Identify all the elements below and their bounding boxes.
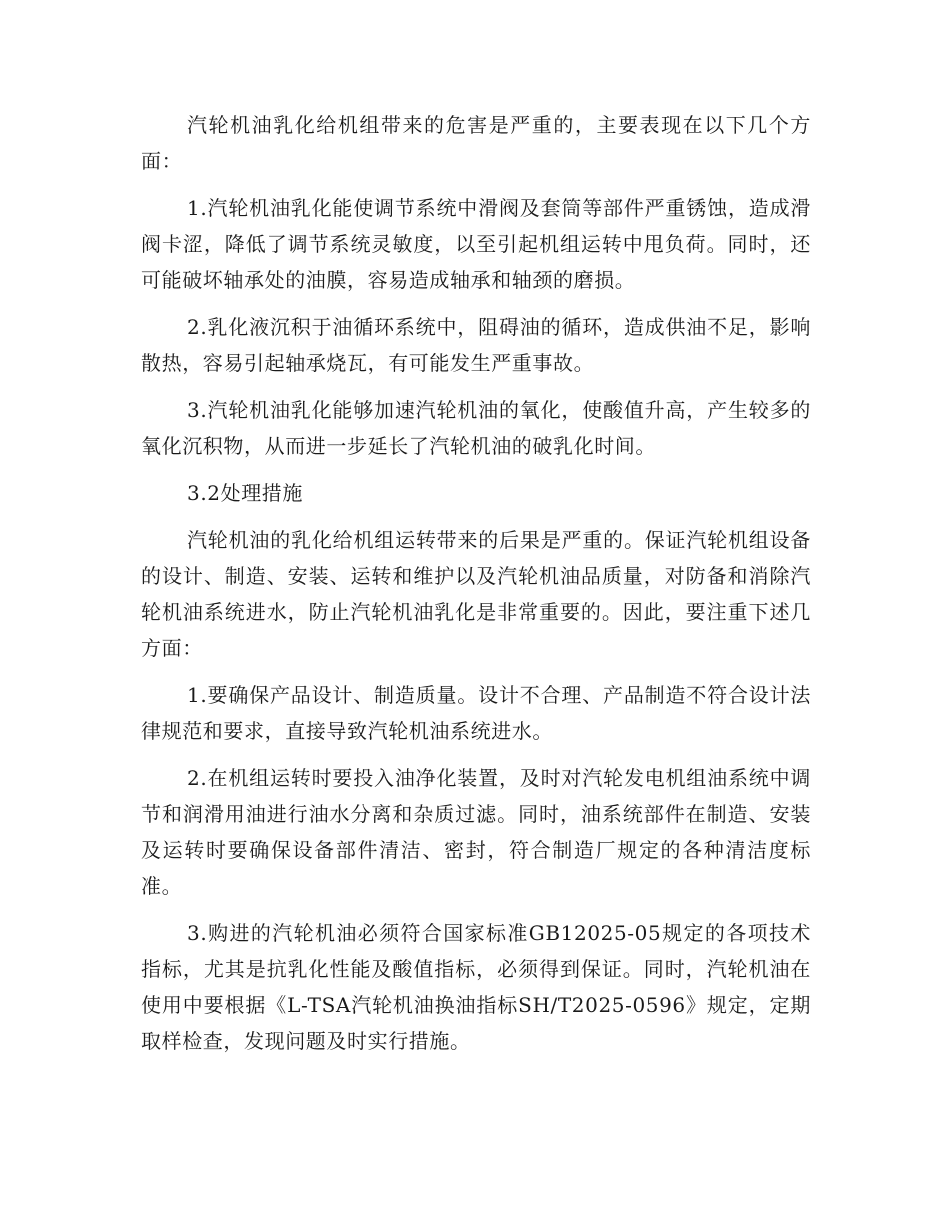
measure-item-2: 2.在机组运转时要投入油净化装置，及时对汽轮发电机组油系统中调节和润滑用油进行油水分离和杂质过滤。同时，油系统部件在制造、安装及运转时要确保设备部件清洁、密封，符合制造厂规定的各种清洁度标准。 (141, 766, 811, 898)
hazard-item-1: 1.汽轮机油乳化能使调节系统中滑阀及套筒等部件严重锈蚀，造成滑阀卡涩，降低了调节系统灵敏度，以至引起机组运转中甩负荷。同时，还可能破坏轴承处的油膜，容易造成轴承和轴颈的磨损。 (141, 196, 811, 292)
measure-item-3: 3.购进的汽轮机油必须符合国家标准GB12025-05规定的各项技术指标，尤其是抗乳化性能及酸值指标，必须得到保证。同时，汽轮机油在使用中要根据《L-TSA汽轮机油换油指标SH/T2025-0596》规定，定期取样检查，发现问题及时实行措施。 (141, 921, 811, 1053)
intro-paragraph: 汽轮机油乳化给机组带来的危害是严重的，主要表现在以下几个方面： (141, 113, 811, 173)
hazard-item-3: 3.汽轮机油乳化能够加速汽轮机油的氧化，使酸值升高，产生较多的氧化沉积物，从而进一步延长了汽轮机油的破乳化时间。 (141, 398, 811, 458)
measure-item-1: 1.要确保产品设计、制造质量。设计不合理、产品制造不符合设计法律规范和要求，直接导致汽轮机油系统进水。 (141, 683, 811, 743)
hazard-item-2: 2.乳化液沉积于油循环系统中，阻碍油的循环，造成供油不足，影响散热，容易引起轴承烧瓦，有可能发生严重事故。 (141, 315, 811, 375)
measures-intro-paragraph: 汽轮机油的乳化给机组运转带来的后果是严重的。保证汽轮机组设备的设计、制造、安装、运转和维护以及汽轮机油品质量，对防备和消除汽轮机油系统进水，防止汽轮机油乳化是非常重要的。因此，要注重下述几方面： (141, 528, 811, 660)
document-body (141, 107, 811, 1070)
section-heading: 3.2处理措施 (187, 481, 304, 505)
